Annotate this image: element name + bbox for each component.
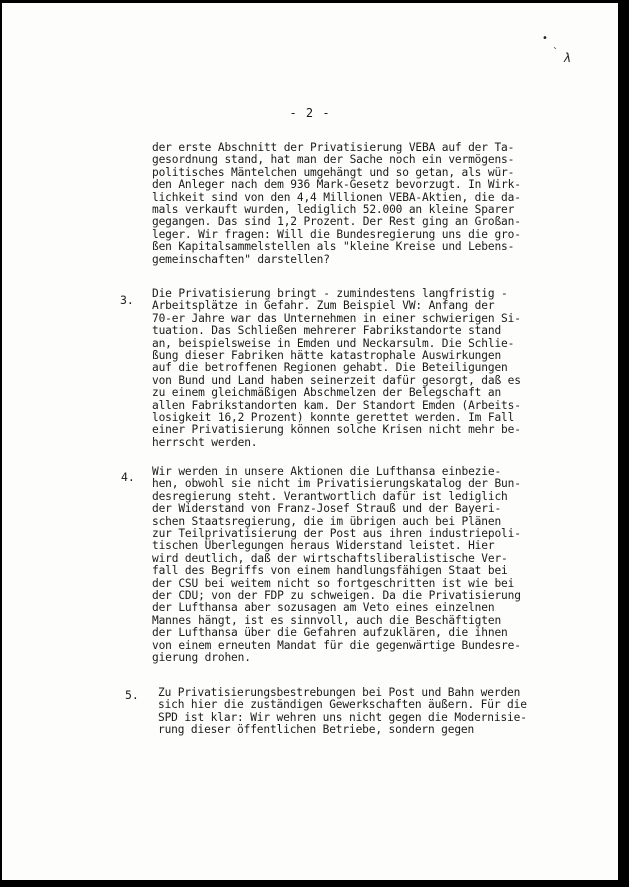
- paragraph-number-4: 4.: [121, 470, 135, 484]
- paragraph-3: Die Privatisierung bringt - zumindestens langfristig - Arbeitsplätze in Gefahr. Zum Beispiel VW: Anfang der 70-er Jahre war das Unternehmen in einer schwierigen Si- tuation. Das Schließen mehrerer Fabrikstandorte stand an, beispielsweise in Emden und Neckarsulm. Die Schlie- ßung dieser Fabriken hätte katastrophale Auswirkungen auf die betroffenen Regionen gehabt. Die Beteiligungen von Bund und Land haben seinerzeit dafür gesorgt, daß es zu einem gleichmäßigen Abschmelzen der Belegschaft an allen Fabrikstandorten kam. Der Standort Emden (Arbeits- losigkeit 16,2 Prozent) konnte gerettet werden. Im Fall einer Privatisierung können solche Krisen nicht mehr be- herrscht werden.: [152, 287, 521, 449]
- paragraph-number-3: 3.: [120, 293, 134, 307]
- handwritten-initial-mark: λ: [564, 51, 572, 65]
- margin-tick-mark: `: [553, 47, 558, 58]
- paragraph-continuation: der erste Abschnitt der Privatisierung VEBA auf der Ta- gesordnung stand, hat man der Sache noch ein vermögens- politisches Mäntelchen umgehängt und so getan, als wür- den Anleger nach dem 936 Mark-Gesetz bevorzugt. In Wirk- lichkeit sind von den 4,4 Millionen VEBA-Aktien, die da- mals verkauft wurden, lediglich 52.000 an kleine Sparer gegangen. Das sind 1,2 Prozent. Der Rest ging an Großan- leger. Wir fragen: Will die Bundesregierung uns die gro- ßen Kapitalsammelstellen als "kleine Kreise und Lebens- gemeinschaften" darstellen?: [152, 141, 521, 266]
- margin-dot-mark: •: [542, 33, 548, 44]
- scan-border-right: [618, 0, 629, 887]
- document-page: [2, 3, 618, 880]
- page-number: - 2 -: [289, 106, 331, 120]
- paragraph-4: Wir werden in unsere Aktionen die Lufthansa einbezie- hen, obwohl sie nicht im Privatisierungskatalog der Bun- desregierung steht. Verantwortlich dafür ist lediglich der Widerstand von Franz-Josef Strauß und der Bayeri- schen Staatsregierung, die im übrigen auch bei Plänen zur Teilprivatisierung der Post aus ihren industriepoli- tischen Überlegungen heraus Widerstand leistet. Hier wird deutlich, daß der wirtschaftsliberalistische Ver- fall des Begriffs von einem handlungsfähigen Staat bei der CSU bei weitem nicht so fortgeschritten ist wie bei der CDU; von der FDP zu schweigen. Da die Privatisierung der Lufthansa aber sozusagen am Veto eines einzelnen Mannes hängt, ist es sinnvoll, auch die Beschäftigten der Lufthansa über die Gefahren aufzuklären, die ihnen von einem erneuten Mandat für die gegenwärtige Bundesre- gierung drohen.: [152, 465, 521, 665]
- paragraph-number-5: 5.: [125, 688, 139, 702]
- paragraph-5: Zu Privatisierungsbestrebungen bei Post und Bahn werden sich hier die zuständigen Gewerkschaften äußern. Für die SPD ist klar: Wir wehren uns nicht gegen die Modernisie- rung dieser öffentlichen Betriebe, sondern gegen: [158, 686, 527, 737]
